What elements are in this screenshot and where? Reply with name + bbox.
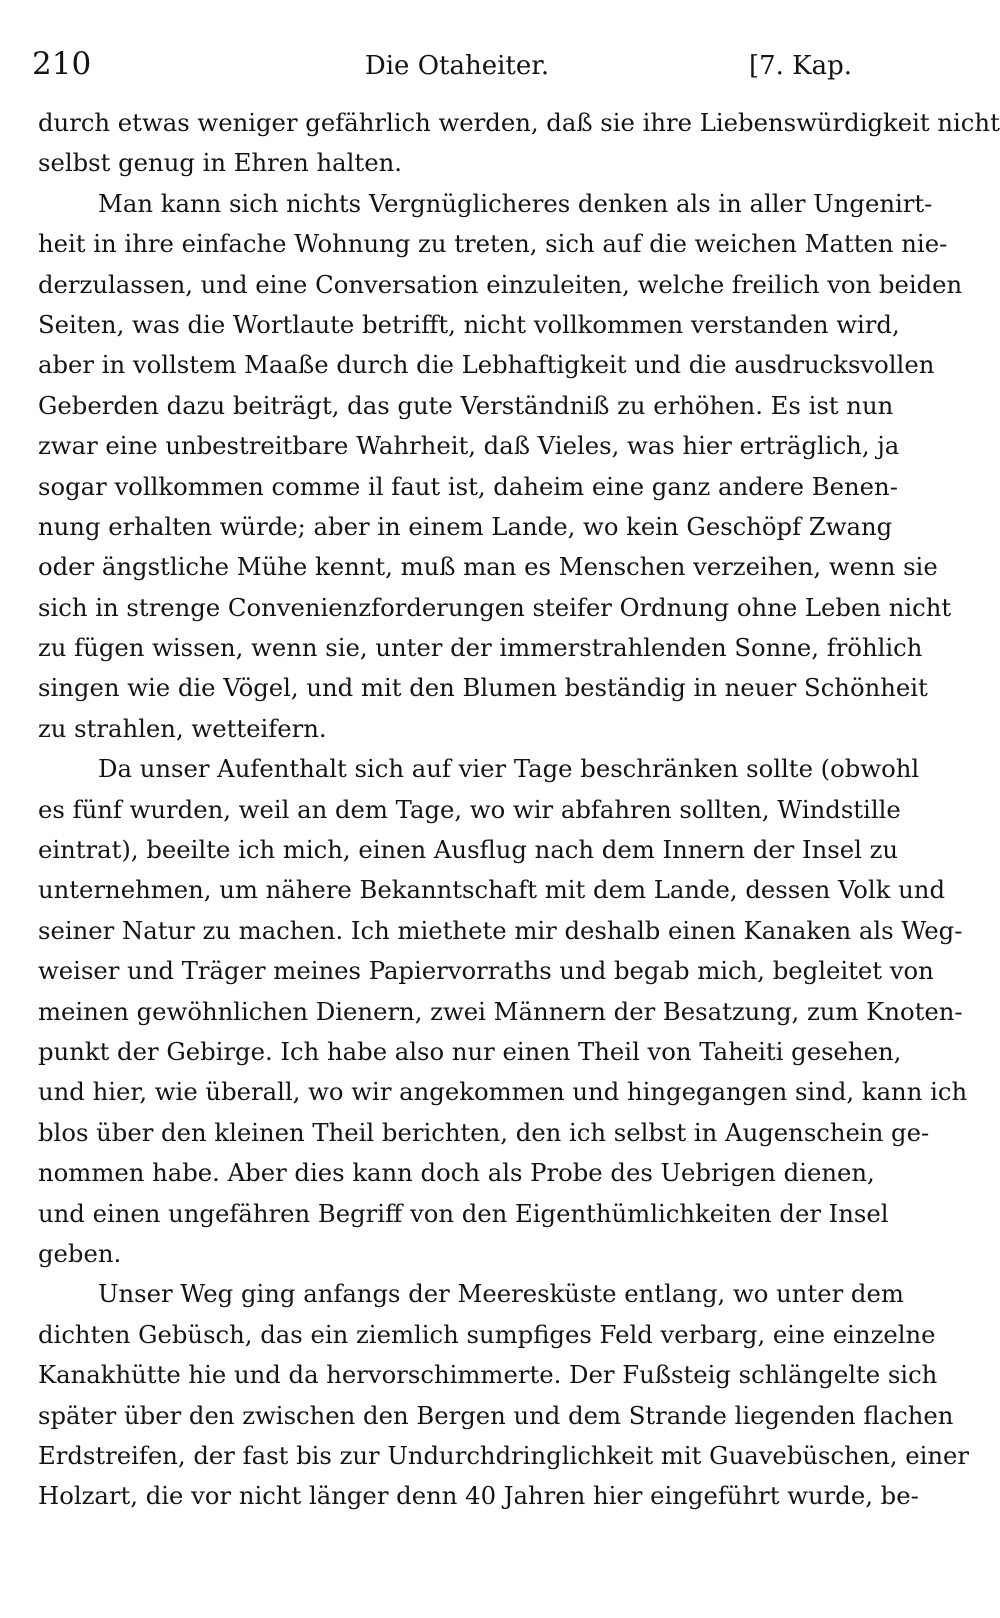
text-line: Holzart, die vor nicht länger denn 40 Jahren hier eingeführt wurde, be- <box>38 1481 919 1511</box>
text-line: oder ängstliche Mühe kennt, muß man es Menschen verzeihen, wenn sie <box>38 552 938 582</box>
text-line: heit in ihre einfache Wohnung zu treten, sich auf die weichen Matten nie- <box>38 229 948 259</box>
text-line: singen wie die Vögel, und mit den Blumen beständig in neuer Schönheit <box>38 673 928 703</box>
page-number: 210 <box>32 46 92 82</box>
text-line: blos über den kleinen Theil berichten, den ich selbst in Augenschein ge- <box>38 1117 930 1147</box>
text-line: geben. <box>38 1238 122 1268</box>
text-line: seiner Natur zu machen. Ich miethete mir deshalb einen Kanaken als Weg- <box>38 915 963 945</box>
text-line: sogar vollkommen comme il faut ist, daheim eine ganz andere Benen- <box>38 471 898 501</box>
text-line: Unser Weg ging anfangs der Meeresküste entlang, wo unter dem <box>98 1279 904 1309</box>
text-line: und hier, wie überall, wo wir angekommen und hingegangen sind, kann ich <box>38 1077 968 1107</box>
text-line: und einen ungefähren Begriff von den Eigenthümlichkeiten der Insel <box>38 1198 889 1228</box>
page-header <box>32 46 852 86</box>
text-line: aber in vollstem Maaße durch die Lebhaftigkeit und die ausdrucksvollen <box>38 350 935 380</box>
chapter-label: [7. Kap. <box>748 51 852 81</box>
text-line: Seiten, was die Wortlaute betrifft, nicht vollkommen verstanden wird, <box>38 309 900 339</box>
text-line: nommen habe. Aber dies kann doch als Probe des Uebrigen dienen, <box>38 1158 875 1188</box>
text-line: sich in strenge Convenienzforderungen steifer Ordnung ohne Leben nicht <box>38 592 952 622</box>
text-line: zu fügen wissen, wenn sie, unter der immerstrahlenden Sonne, fröhlich <box>38 633 923 663</box>
text-line: meinen gewöhnlichen Dienern, zwei Männern der Besatzung, zum Knoten- <box>38 996 963 1026</box>
text-line: Man kann sich nichts Vergnüglicheres denken als in aller Ungenirt- <box>98 188 933 218</box>
text-line: Da unser Aufenthalt sich auf vier Tage beschränken sollte (obwohl <box>98 754 920 784</box>
text-line: nung erhalten würde; aber in einem Lande, wo kein Geschöpf Zwang <box>38 511 893 541</box>
text-line: eintrat), beeilte ich mich, einen Ausflug nach dem Innern der Insel zu <box>38 835 899 865</box>
text-line: weiser und Träger meines Papiervorraths und begab mich, begleitet von <box>38 956 934 986</box>
text-line: später über den zwischen den Bergen und dem Strande liegenden flachen <box>38 1400 954 1430</box>
text-line: unternehmen, um nähere Bekanntschaft mit dem Lande, dessen Volk und <box>38 875 945 905</box>
text-line: es fünf wurden, weil an dem Tage, wo wir abfahren sollten, Windstille <box>38 794 901 824</box>
text-line: zu strahlen, wetteifern. <box>38 713 327 743</box>
text-line: Kanakhütte hie und da hervorschimmerte. Der Fußsteig schlängelte sich <box>38 1360 938 1390</box>
text-line: zwar eine unbestreitbare Wahrheit, daß Vieles, was hier erträglich, ja <box>38 431 900 461</box>
text-line: selbst genug in Ehren halten. <box>38 148 402 178</box>
running-title: Die Otaheiter. <box>364 51 550 81</box>
text-line: Geberden dazu beiträgt, das gute Verständniß zu erhöhen. Es ist nun <box>38 390 894 420</box>
body-text <box>38 103 1000 1517</box>
text-line: derzulassen, und eine Conversation einzuleiten, welche freilich von beiden <box>38 269 963 299</box>
text-line: Erdstreifen, der fast bis zur Undurchdringlichkeit mit Guavebüschen, einer <box>38 1440 970 1470</box>
text-line: dichten Gebüsch, das ein ziemlich sumpfiges Feld verbarg, eine einzelne <box>38 1319 936 1349</box>
text-line: punkt der Gebirge. Ich habe also nur einen Theil von Taheiti gesehen, <box>38 1036 902 1066</box>
text-line: durch etwas weniger gefährlich werden, daß sie ihre Liebenswürdigkeit nicht <box>38 108 1000 137</box>
